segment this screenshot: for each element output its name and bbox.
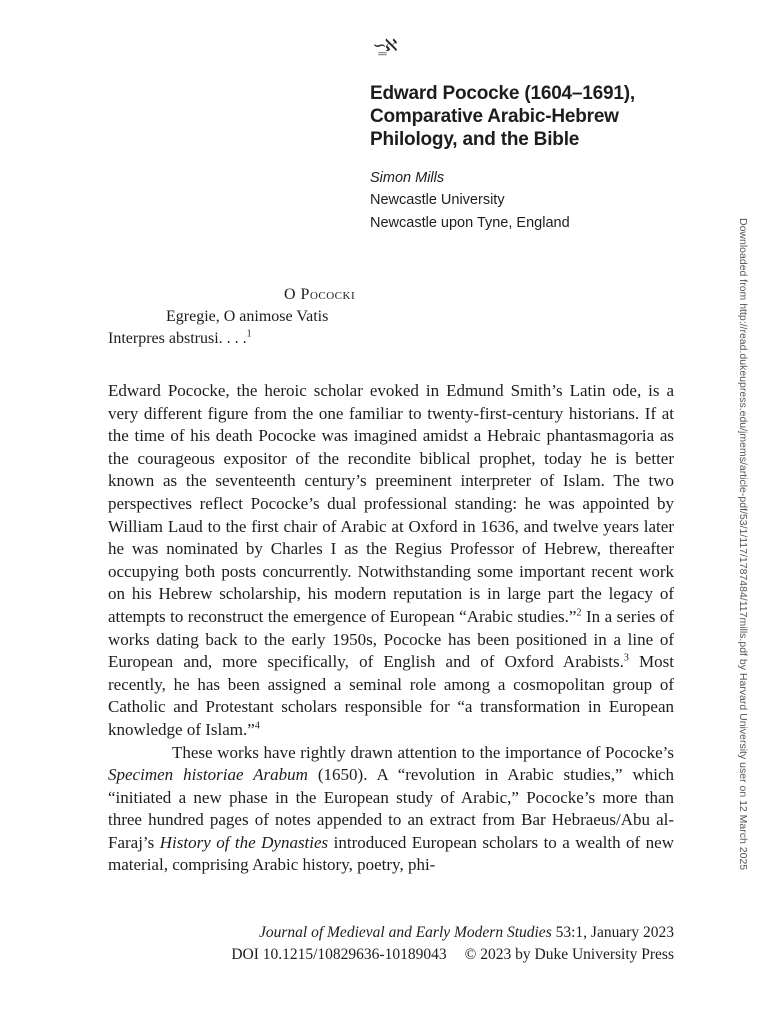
article-title: Edward Pococke (1604–1691), Comparative Arabic-Hebrew Philology, and the Bible	[370, 83, 635, 150]
epigraph-line-2: Egregie, O animose Vatis	[166, 308, 329, 325]
paragraph-2: These works have rightly drawn attention to the importance of Pococke’s Specimen historiae Arabum (1650). A “revolution in Arabic studies,” which “initiated a new phase in the European study of Arabic,” Pococke’s more than three hundred pages of notes appended to an extract from Bar Hebraeus/Abu al-Faraj’s History of the Dynasties introduced European scholars to a wealth of new material, comprising Arabic history, poetry, phi-	[108, 742, 674, 875]
journal-citation	[231, 922, 674, 944]
italic-title-specimen: Specimen historiae Arabum	[108, 765, 308, 785]
author-name: Simon Mills	[370, 170, 445, 186]
download-watermark: Downloaded from http://read.dukeupress.edu/jmems/article-pdf/53/1/117/1787484/117mills.pdf by Harvard University user on 12 March 2025	[737, 218, 749, 871]
ornament-glyph: ∽̳ℵ	[372, 36, 396, 55]
copyright: © 2023 by Duke University Press	[464, 946, 674, 963]
footnote-ref-3[interactable]: 3	[623, 652, 629, 664]
page-footer	[231, 922, 674, 966]
doi[interactable]: DOI 10.1215/10829636-10189043	[231, 946, 447, 963]
epigraph-line-3: Interpres abstrusi. . . .$^1$	[108, 328, 252, 347]
footnote-ref-4[interactable]: 4	[254, 720, 260, 732]
affiliation-institution: Newcastle University	[370, 192, 505, 208]
article-header	[370, 82, 700, 234]
affiliation-location: Newcastle upon Tyne, England	[370, 214, 570, 231]
italic-title-history: History of the Dynasties	[159, 832, 329, 852]
article-body	[108, 380, 674, 877]
paragraph-1: Edward Pococke, the heroic scholar evoked in Edmund Smith’s Latin ode, is a very different figure from the one familiar to twenty-first-century historians. If at the time of his death Pococke was imagined amidst a Hebraic phantasmagoria as the courageous expositor of the recondite biblical prophet, today he is better known as the seventeenth century’s preeminent interpreter of Islam. The two perspectives reflect Pococke’s dual professional standing: he was appointed by William Laud to the first chair of Arabic at Oxford in 1636, and twelve years later he was nominated by Charles I as the Regius Professor of Hebrew, thereafter occupying both posts concurrently. Notwithstanding some important recent work on his Hebrew scholarship, his modern reputation is in large part the legacy of attempts to reconstruct the emergence of European “Arabic studies.”$^2$ In a series of works dating back to the early 1950s, Pococke has been positioned in a line of European and, more specifically, of English and of Oxford Arabists.$^3$ Most recently, he has been assigned a seminal role among a cosmopolitan group of Catholic and Protestant scholars responsible for “a transformation in European knowledge of Islam.”$^4$	[108, 381, 675, 739]
footnote-ref-2[interactable]: 2	[576, 607, 582, 619]
epigraph	[108, 284, 448, 350]
epigraph-line-1: O Pocockı	[284, 286, 356, 303]
journal-issue: 53:1, January 2023	[551, 924, 674, 941]
footnote-ref-1[interactable]: 1	[246, 328, 252, 340]
journal-name: Journal of Medieval and Early Modern Studies	[259, 924, 552, 941]
doi-line	[231, 944, 674, 966]
